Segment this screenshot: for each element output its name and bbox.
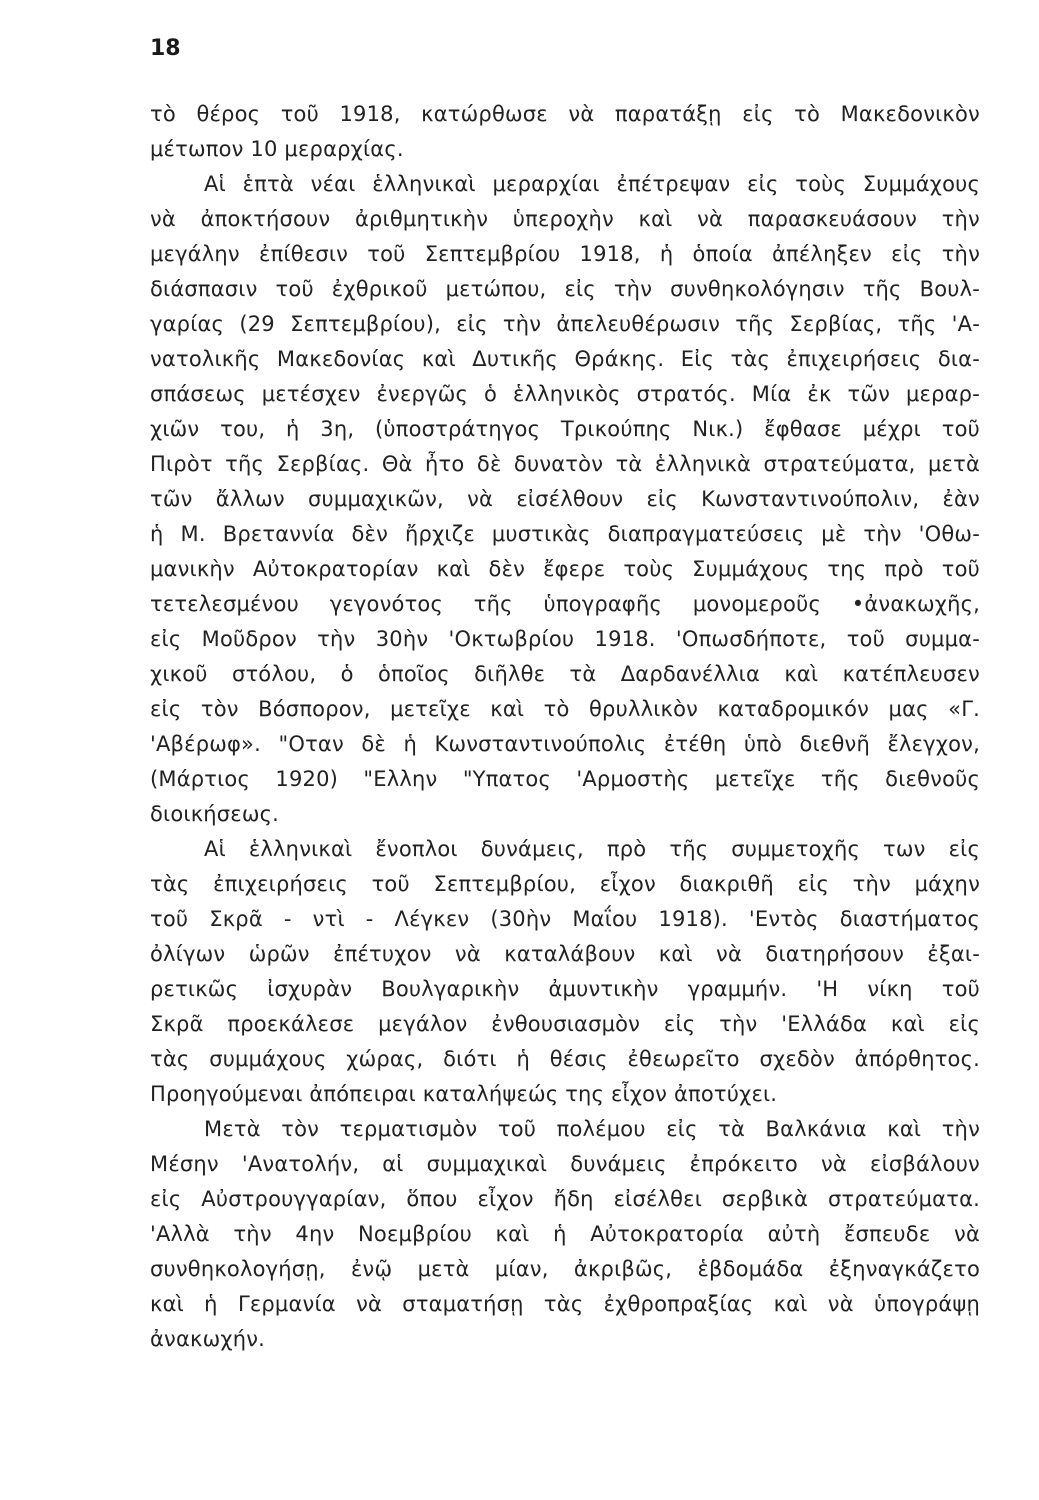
page-number: 18 (150, 36, 181, 61)
text-line: Αἱ ἑλληνικαὶ ἔνοπλοι δυνάμεις, πρὸ τῆς συμμετοχῆς των εἰς (204, 837, 980, 861)
text-line: (Μάρτιος 1920) "Ελλην "Υπατος 'Αρμοστὴς μετεῖχε τῆς διεθνοῦς (150, 767, 980, 791)
text-line: 'Αβέρωφ». "Οταν δὲ ἡ Κωνσταντινούπολις ἐτέθη ὑπὸ διεθνῆ ἔλεγχον, (150, 732, 980, 756)
text-line: μέτωπον 10 μεραρχίας. (150, 137, 404, 161)
text-line: χιῶν του, ἡ 3η, (ὑποστράτηγος Τρικούπης Νικ.) ἔφθασε μέχρι τοῦ (150, 417, 980, 441)
text-line: νὰ ἀποκτήσουν ἀριθμητικὴν ὑπεροχὴν καὶ νὰ παρασκευάσουν τὴν (150, 207, 980, 231)
text-line: σπάσεως μετέσχεν ἐνεργῶς ὁ ἑλληνικὸς στρατός. Μία ἐκ τῶν μεραρ- (150, 382, 980, 406)
text-line: γαρίας (29 Σεπτεμβρίου), εἰς τὴν ἀπελευθέρωσιν τῆς Σερβίας, τῆς 'Α- (150, 312, 980, 336)
text-line: τετελεσμένου γεγονότος τῆς ὑπογραφῆς μονομεροῦς •ἀνακωχῆς, (150, 592, 980, 616)
paragraph (150, 832, 980, 1112)
text-line: ἡ Μ. Βρεταννία δὲν ἤρχιζε μυστικὰς διαπραγματεύσεις μὲ τὴν 'Οθω- (150, 522, 980, 546)
text-line: τὰς ἐπιχειρήσεις τοῦ Σεπτεμβρίου, εἶχον διακριθῆ εἰς τὴν μάχην (150, 872, 980, 896)
text-line: συνθηκολογήσῃ, ἐνῷ μετὰ μίαν, ἀκριβῶς, ἑβδομάδα ἐξηναγκάζετο (150, 1257, 980, 1281)
text-line: τὸ θέρος τοῦ 1918, κατώρθωσε νὰ παρατάξῃ εἰς τὸ Μακεδονικὸν (150, 102, 980, 126)
text-line: διάσπασιν τοῦ ἐχθρικοῦ μετώπου, εἰς τὴν συνθηκολόγησιν τῆς Βουλ- (150, 277, 980, 301)
paragraph (150, 97, 980, 167)
text-line: Αἱ ἑπτὰ νέαι ἑλληνικαὶ μεραρχίαι ἐπέτρεψαν εἰς τοὺς Συμμάχους (204, 172, 980, 196)
text-line: καὶ ἡ Γερμανία νὰ σταματήσῃ τὰς ἐχθροπραξίας καὶ νὰ ὑπογράψῃ (150, 1292, 980, 1316)
paragraph (150, 167, 980, 832)
text-line: ὀλίγων ὡρῶν ἐπέτυχον νὰ καταλάβουν καὶ νὰ διατηρήσουν ἐξαι- (150, 942, 980, 966)
text-line: Σκρᾶ προεκάλεσε μεγάλον ἐνθουσιασμὸν εἰς τὴν 'Ελλάδα καὶ εἰς (150, 1012, 980, 1036)
body-text (150, 97, 980, 1357)
text-line: μανικὴν Αὐτοκρατορίαν καὶ δὲν ἔφερε τοὺς Συμμάχους της πρὸ τοῦ (150, 557, 980, 581)
text-line: ἀνακωχήν. (150, 1327, 266, 1351)
text-line: τὰς συμμάχους χώρας, διότι ἡ θέσις ἐθεωρεῖτο σχεδὸν ἀπόρθητος. (150, 1047, 980, 1071)
text-line: εἰς Μοῦδρον τὴν 30ὴν 'Οκτωβρίου 1918. 'Οπωσδήποτε, τοῦ συμμα- (150, 627, 980, 651)
text-line: εἰς Αὐστρουγγαρίαν, ὅπου εἶχον ἤδη εἰσέλθει σερβικὰ στρατεύματα. (150, 1187, 980, 1211)
text-line: διοικήσεως. (150, 802, 280, 826)
text-line: τοῦ Σκρᾶ - ντὶ - Λέγκεν (30ὴν Μαΐου 1918). 'Εντὸς διαστήματος (150, 907, 980, 931)
text-line: νατολικῆς Μακεδονίας καὶ Δυτικῆς Θράκης. Εἰς τὰς ἐπιχειρήσεις δια- (150, 347, 980, 371)
text-line: 'Αλλὰ τὴν 4ην Νοεμβρίου καὶ ἡ Αὐτοκρατορία αὐτὴ ἔσπευδε νὰ (150, 1222, 980, 1246)
text-line: Πιρὸτ τῆς Σερβίας. Θὰ ἦτο δὲ δυνατὸν τὰ ἑλληνικὰ στρατεύματα, μετὰ (150, 452, 980, 476)
text-line: μεγάλην ἐπίθεσιν τοῦ Σεπτεμβρίου 1918, ἡ ὁποία ἀπέληξεν εἰς τὴν (150, 242, 980, 266)
text-line: ρετικῶς ἰσχυρὰν Βουλγαρικὴν ἀμυντικὴν γραμμήν. 'Η νίκη τοῦ (150, 977, 980, 1001)
text-line: εἰς τὸν Βόσπορον, μετεῖχε καὶ τὸ θρυλλικὸν καταδρομικόν μας «Γ. (150, 697, 980, 721)
paragraph (150, 1112, 980, 1357)
text-line: Μέσην 'Ανατολήν, αἱ συμμαχικαὶ δυνάμεις ἐπρόκειτο νὰ εἰσβάλουν (150, 1152, 980, 1176)
text-line: τῶν ἄλλων συμμαχικῶν, νὰ εἰσέλθουν εἰς Κωνσταντινούπολιν, ἐὰν (150, 487, 980, 511)
text-line: χικοῦ στόλου, ὁ ὁποῖος διῆλθε τὰ Δαρδανέλλια καὶ κατέπλευσεν (150, 662, 980, 686)
text-line: Μετὰ τὸν τερματισμὸν τοῦ πολέμου εἰς τὰ Βαλκάνια καὶ τὴν (204, 1117, 980, 1141)
text-line: Προηγούμεναι ἀπόπειραι καταλήψεώς της εἶχον ἀποτύχει. (150, 1082, 778, 1106)
